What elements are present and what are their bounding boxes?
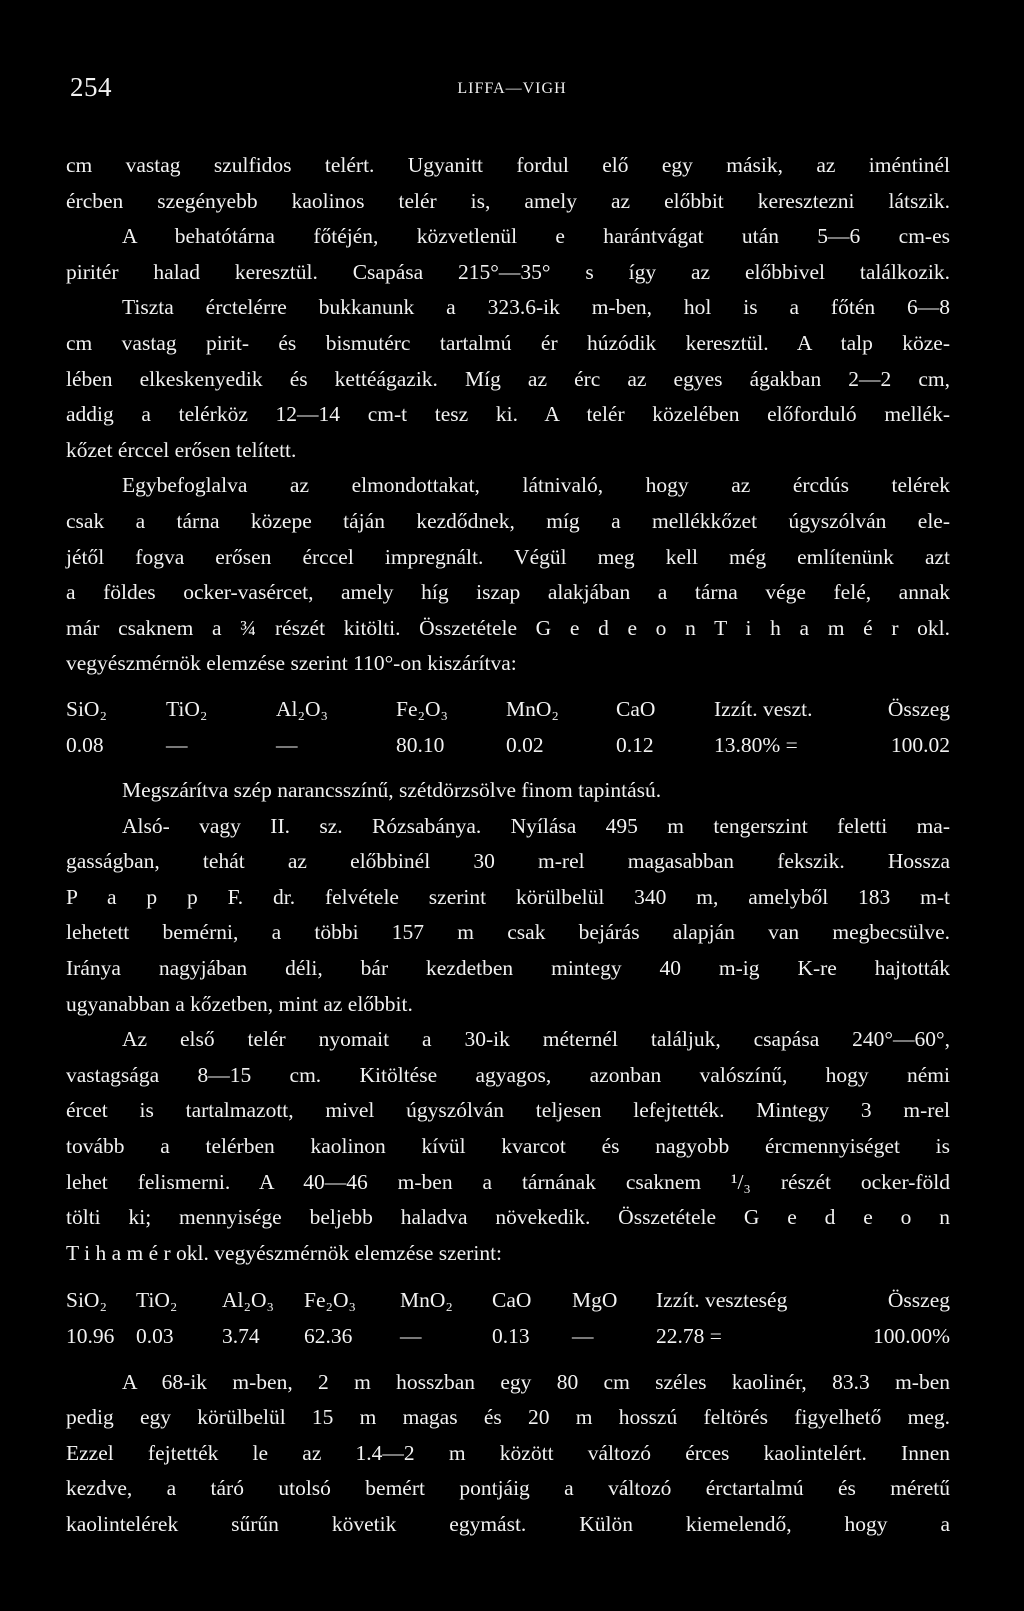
text-line: Megszárítva szép narancsszínű, szétdörzsölve finom tapintású. — [122, 778, 662, 803]
table-cell: 0.12 — [616, 732, 654, 757]
page-header — [66, 72, 958, 112]
table-cell: 100.02 — [890, 732, 950, 757]
text-line: tovább a telérben kaolinon kívül kvarcot és nagyobb ércmennyiséget is — [66, 1134, 950, 1159]
body-text — [66, 148, 950, 1543]
table-header-cell: TiO₂ — [166, 696, 208, 721]
text-line: jétől fogva erősen érccel impregnált. Végül meg kell még említenünk azt — [66, 544, 950, 569]
table-header-row — [66, 1283, 950, 1319]
text-line: tölti ki; mennyisége beljebb haladva növekedik. Összetétele G e d e o n — [66, 1205, 950, 1230]
text-line: addig a telérköz 12—14 cm-t tesz ki. A telér közelében előforduló mellék- — [66, 402, 950, 427]
text-line: Alsó- vagy II. sz. Rózsabánya. Nyílása 495 m tengerszint feletti ma- — [122, 813, 950, 838]
running-head: LIFFA—VIGH — [457, 80, 567, 97]
table-header-cell: CaO — [616, 696, 656, 721]
table-header-cell: Fe₂O₃ — [396, 696, 449, 721]
table-cell: 62.36 — [304, 1324, 353, 1348]
table-cell: 80.10 — [396, 732, 445, 757]
paragraph-1 — [66, 148, 950, 468]
table-cell: — — [400, 1324, 422, 1348]
text-line: lehet felismerni. A 40—46 m-ben a tárnának csaknem ¹/₃ részét ocker-föld — [66, 1169, 950, 1194]
table-row — [66, 728, 950, 764]
table-header-row — [66, 692, 950, 728]
table-cell: — — [572, 1324, 594, 1348]
paragraph-2 — [66, 468, 950, 682]
text-line: ércet is tartalmazott, mivel úgyszólván teljesen lefejtették. Mintegy 3 m-rel — [66, 1098, 950, 1123]
text-line: Egybefoglalva az elmondottakat, látnivaló, hogy az ércdús telérek — [122, 473, 950, 498]
table-cell: 0.02 — [506, 732, 544, 757]
table-header-cell: CaO — [492, 1288, 532, 1313]
text-line: lehetett bemérni, a többi 157 m csak bejárás alapján van megbecsülve. — [66, 920, 950, 945]
table-header-cell: Izzít. veszt. — [714, 696, 813, 721]
table-cell: 0.13 — [492, 1324, 530, 1348]
table-header-cell: TiO₂ — [136, 1288, 178, 1313]
text-line: Az első telér nyomait a 30-ik méternél találjuk, csapása 240°—60°, — [122, 1027, 950, 1052]
table-header-cell: Fe₂O₃ — [304, 1288, 357, 1313]
table-header-cell: SiO₂ — [66, 1288, 107, 1313]
text-line: gasságban, tehát az előbbinél 30 m-rel magasabban fekszik. Hossza — [66, 849, 950, 874]
table-header-cell: Izzít. veszteség — [656, 1288, 788, 1313]
text-line: vastagsága 8—15 cm. Kitöltése agyagos, azonban valószínű, hogy némi — [66, 1062, 950, 1087]
table-cell: 100.00% — [872, 1324, 950, 1348]
composition-table-1 — [66, 692, 950, 763]
text-line: Iránya nagyjában déli, bár kezdetben mintegy 40 m-ig K-re hajtották — [66, 956, 950, 981]
table-header-cell: Al₂O₃ — [222, 1288, 275, 1313]
table-header-cell: MgO — [572, 1288, 618, 1313]
table-header-cell: MnO₂ — [506, 696, 559, 721]
text-line: kőzet érccel erősen telített. — [66, 437, 297, 462]
table-cell: 13.80% = — [714, 732, 798, 757]
table-cell: — — [166, 732, 188, 757]
text-line: P a p p F. dr. felvétele szerint körülbelül 340 m, amelyből 183 m-t — [66, 884, 950, 909]
table-row — [66, 1319, 950, 1355]
text-line: Ezzel fejtették le az 1.4—2 m között változó érces kaolintelért. Innen — [66, 1440, 950, 1465]
table-header-cell: Al₂O₃ — [276, 696, 329, 721]
text-line: kezdve, a táró utolsó bemért pontjáig a változó érctartalmú és méretű — [66, 1476, 950, 1501]
text-line: pedig egy körülbelül 15 m magas és 20 m hosszú feltörés figyelhető meg. — [66, 1405, 950, 1430]
text-line: T i h a m é r okl. vegyészmérnök elemzése szerint: — [66, 1240, 503, 1265]
composition-table-2 — [66, 1283, 950, 1354]
text-line: Tiszta érctelérre bukkanunk a 323.6-ik m-ben, hol is a főtén 6—8 — [122, 295, 950, 320]
table-cell: 3.74 — [222, 1324, 260, 1348]
table-cell: 0.03 — [136, 1324, 174, 1348]
table-header-cell: SiO₂ — [66, 696, 107, 721]
table-cell: 10.96 — [66, 1324, 115, 1348]
table-cell: — — [276, 732, 298, 757]
text-line: ércben szegényebb kaolinos telér is, amely az előbbit keresztezni látszik. — [66, 188, 950, 213]
text-line: piritér halad keresztül. Csapása 215°—35° s így az előbbivel találkozik. — [66, 259, 950, 284]
text-line: cm vastag pirit- és bismutérc tartalmú ér húzódik keresztül. A talp köze- — [66, 330, 950, 355]
page-number: 254 — [70, 72, 112, 102]
text-line: a földes ocker-vasércet, amely híg iszap alakjában a tárna vége felé, annak — [66, 580, 950, 605]
text-line: A behatótárna főtéjén, közvetlenül e harántvágat után 5—6 cm-es — [122, 224, 950, 249]
text-line: A 68-ik m-ben, 2 m hosszban egy 80 cm széles kaolinér, 83.3 m-ben — [122, 1369, 950, 1394]
text-line: kaolintelérek sűrűn követik egymást. Külön kiemelendő, hogy a — [66, 1511, 950, 1536]
table-cell: 0.08 — [66, 732, 104, 757]
table-header-cell: MnO₂ — [400, 1288, 453, 1313]
text-line: már csaknem a ¾ részét kitölti. Összetétele G e d e o n T i h a m é r okl. — [66, 615, 950, 640]
paragraph-4 — [66, 1022, 950, 1271]
table-cell: 22.78 = — [656, 1324, 722, 1348]
paragraph-3 — [66, 773, 950, 1022]
text-line: vegyészmérnök elemzése szerint 110°-on kiszárítva: — [66, 651, 517, 676]
text-line: lében elkeskenyedik és kettéágazik. Míg az érc az egyes ágakban 2—2 cm, — [66, 366, 950, 391]
table-header-cell: Összeg — [887, 696, 950, 721]
paragraph-5 — [66, 1365, 950, 1543]
text-line: cm vastag szulfidos telért. Ugyanitt fordul elő egy másik, az iméntinél — [66, 153, 950, 177]
table-header-cell: Összeg — [887, 1288, 950, 1313]
text-line: csak a tárna közepe táján kezdődnek, míg a mellékkőzet úgyszólván ele- — [66, 508, 950, 533]
text-line: ugyanabban a kőzetben, mint az előbbit. — [66, 991, 413, 1016]
